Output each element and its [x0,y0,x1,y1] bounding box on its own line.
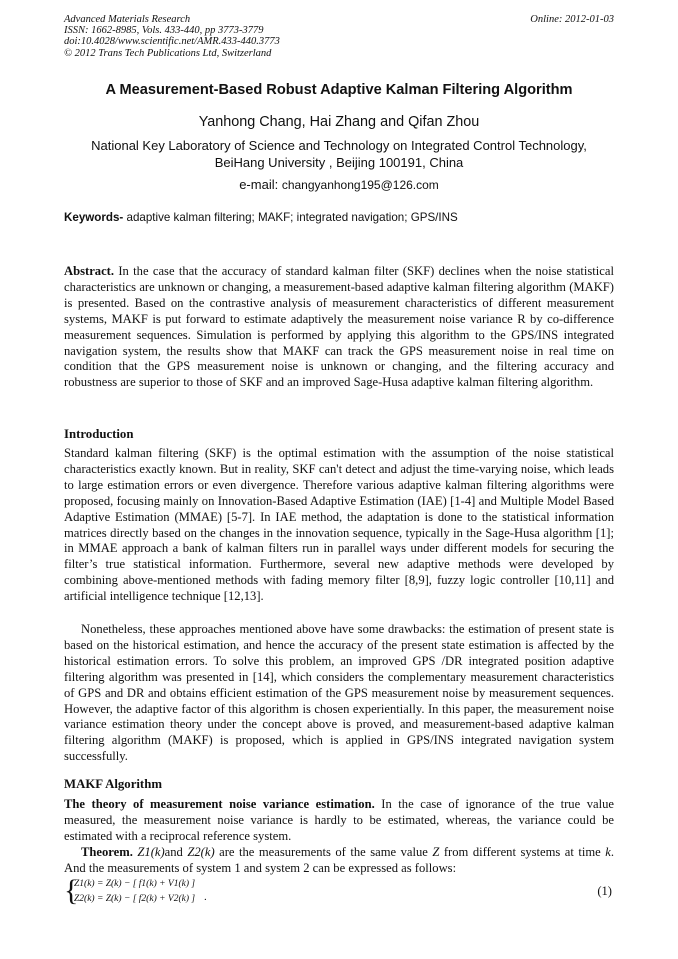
introduction-heading: Introduction [64,427,134,441]
theorem-z: Z [432,845,440,859]
affiliation-line-2: BeiHang University , Beijing 100191, China [214,154,464,170]
equation-line-2: Z2(k) = Z(k) − [ f2(k) + V2(k) ] [74,894,196,904]
affiliation [60,138,618,171]
copyright-line: © 2012 Trans Tech Publications Ltd, Switzerland [64,47,272,59]
theorem-and: and [164,845,183,859]
abstract-text: In the case that the accuracy of standard kalman filter (SKF) declines when the noise statistical characteristics are unknown or changing, a measurement-based adaptive kalman filtering algorithm (MAKF) is presented. Based on the contrastive analysis of measurement characteristics of different measurement systems, MAKF is put forward to estimate adaptively the measurement noise variance R by co-difference measurement sequences. Simulation is performed by applying this algorithm to the GPS/INS integrated navigation system, the results show that MAKF can track the GPS measurement noise in real time on condition that the GPS measurement noise is unknown or changing, and the filtering accuracy and robustness are superior to those of SKF and an improved Sage-Husa adaptive kalman filtering algorithm. [64,264,614,390]
paper-title: A Measurement-Based Robust Adaptive Kalman Filtering Algorithm [105,82,573,98]
theorem-z1: Z1(k) [137,845,165,859]
theorem-label: Theorem. [81,845,133,859]
keywords [64,211,624,224]
journal-name: Advanced Materials Research [64,14,191,25]
equation-1 [64,874,614,917]
theory-paragraph [64,797,614,845]
equation-period: . [204,891,207,903]
abstract-label: Abstract. [64,264,115,278]
equation-lines [74,877,195,907]
equation-brace: { [64,874,79,907]
theorem-text-2: from different systems at time [439,845,606,859]
equation-number: (1) [597,884,612,898]
keywords-label: Keywords- [64,211,124,224]
paper-authors: Yanhong Chang, Hai Zhang and Qifan Zhou [198,114,480,130]
theory-label: The theory of measurement noise variance estimation. [64,797,375,811]
introduction-paragraph-2: Nonetheless, these approaches mentioned above have some drawbacks: the estimation of present state is based on the historical estimation, and hence the accuracy of the present state estimation is affected by the historical estimation errors. To solve this problem, an improved GPS /DR integrated position adaptive filtering algorithm was presented in [14], which considers the complementary measurement characteristics of GPS and DR and obtains efficient estimation of the GPS measurement noise by measurement sequences. However, the adaptive factor of this algorithm is chosen experientially. In this paper, the measurement noise variance estimation theory under the concept above is proved, and measurement-based adaptive kalman filtering algorithm (MAKF) is proposed, which is applied in GPS/INS integrated navigation system successfully. [64,622,614,764]
email-label: e-mail: [239,177,282,192]
theorem-text-1: are the measurements of the same value [214,845,433,859]
theorem-k: k [605,845,611,859]
introduction-paragraph-1: Standard kalman filtering (SKF) is the optimal estimation with the assumption of the noise statistical characteristics exactly known. But in reality, SKF can't detect and adjust the time-varying noise, which leads to large estimation errors or even divergence. Therefore various adaptive kalman filtering algorithms were proposed, focusing mainly on Innovation-Based Adaptive Estimation (IAE) [1-4] and Multiple Model Based Adaptive Estimation (MMAE) [5-7]. In IAE method, the adaptation is done to the statistical information matrices directly based on the changes in the innovation sequence, typically in the Sage-Husa algorithm [1]; in MMAE approach a bank of kalman filters run in parallel ways under different models for securing the filter’s true statistical information. Furthermore, several new adaptive methods were developed by combining above-mentioned methods with fading memory filter [8,9], fuzzy logic controller [10,11] and artificial intelligence technique [12,13]. [64,446,614,604]
issn-line: ISSN: 1662-8985, Vols. 433-440, pp 3773-3779 [64,25,264,37]
email-line [40,177,638,192]
abstract-paragraph [64,264,614,391]
keywords-text: adaptive kalman filtering; MAKF; integrated navigation; GPS/INS [123,211,458,224]
theory-text: In the case of ignorance of the true value measured, the measurement noise variance is hardly to be estimated, whereas, the variance could be estimated with a reciprocal reference system. [64,797,614,843]
affiliation-line-1: National Key Laboratory of Science and Technology on Integrated Control Technology, [91,138,587,153]
makf-heading: MAKF Algorithm [64,777,162,791]
equation-line-1: Z1(k) = Z(k) − [ f1(k) + V1(k) ] [74,879,196,889]
doi-line: doi:10.4028/www.scientific.net/AMR.433-440.3773 [64,36,280,48]
email-address: changyanhong195@126.com [281,178,439,192]
online-date: Online: 2012-01-03 [530,14,614,25]
theorem-paragraph [64,845,614,877]
theorem-z2: Z2(k) [187,845,215,859]
journal-header [64,14,280,59]
theorem-text-3: . And the measurements of system 1 and system 2 can be expressed as follows: [64,845,615,875]
